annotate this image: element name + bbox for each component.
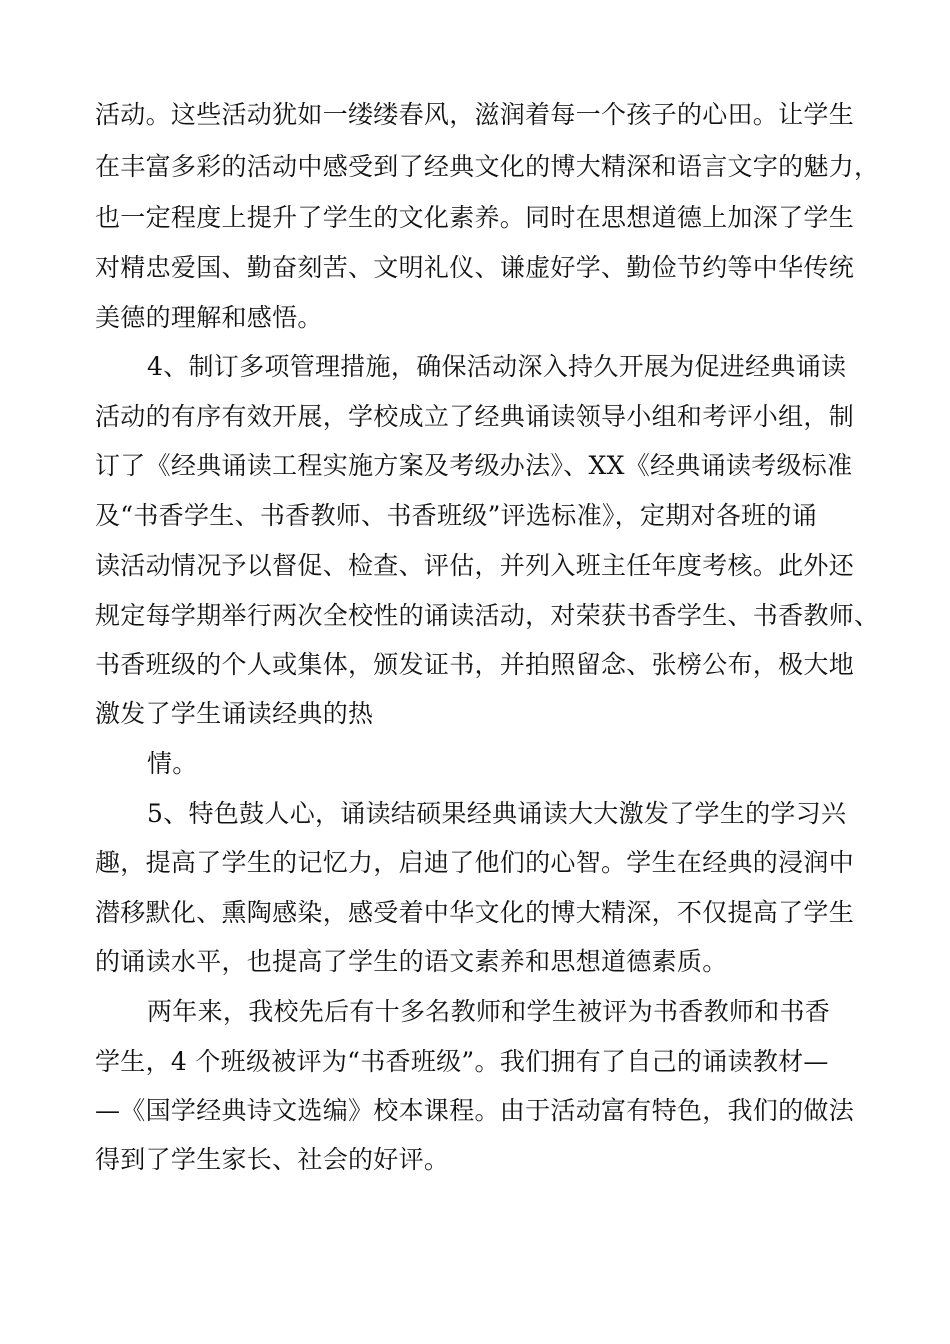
text-line: 活动。这些活动犹如一缕缕春风，滋润着每一个孩子的心田。让学生 <box>95 100 855 129</box>
text-line: 趣，提高了学生的记忆力，启迪了他们的心智。学生在经典的浸润中 <box>95 848 855 877</box>
text-line: 规定每学期举行两次全校性的诵读活动，对荣获书香学生、书香教师、 <box>95 601 880 630</box>
text-line: 订了《经典诵读工程实施方案及考级办法》、XX《经典诵读考级标准 <box>95 451 853 480</box>
text-line: 读活动情况予以督促、检查、评估，并列入班主任年度考核。此外还 <box>95 551 855 580</box>
text-line: 情。 <box>147 749 198 778</box>
text-line: 书香班级的个人或集体，颁发证书，并拍照留念、张榜公布，极大地 <box>95 650 855 679</box>
text-line: 及“书香学生、书香教师、书香班级”评选标准》，定期对各班的诵 <box>95 501 818 530</box>
text-line: 激发了学生诵读经典的热 <box>95 699 374 728</box>
text-line: 的诵读水平，也提高了学生的语文素养和思想道德素质。 <box>95 947 728 976</box>
text-line: 潜移默化、熏陶感染，感受着中华文化的博大精深，不仅提高了学生 <box>95 898 855 927</box>
text-line: 学生，4 个班级被评为“书香班级”。我们拥有了自己的诵读教材— <box>95 1047 829 1076</box>
text-line: 得到了学生家长、社会的好评。 <box>95 1145 450 1174</box>
text-line: 活动的有序有效开展，学校成立了经典诵读领导小组和考评小组，制 <box>95 402 855 431</box>
text-line: 在丰富多彩的活动中感受到了经典文化的博大精深和语言文字的魅力， <box>95 152 880 181</box>
paragraph-start-line: 4、制订多项管理措施，确保活动深入持久开展为促进经典诵读 <box>147 352 847 381</box>
text-line: —《国学经典诗文选编》校本课程。由于活动富有特色，我们的做法 <box>95 1096 855 1125</box>
paragraph-start-line: 5、特色鼓人心，诵读结硕果经典诵读大大激发了学生的学习兴 <box>147 799 847 828</box>
text-line: 也一定程度上提升了学生的文化素养。同时在思想道德上加深了学生 <box>95 203 855 232</box>
text-line: 对精忠爱国、勤奋刻苦、文明礼仪、谦虚好学、勤俭节约等中华传统 <box>95 253 855 282</box>
text-line: 美德的理解和感悟。 <box>95 303 323 332</box>
paragraph-start-line: 两年来，我校先后有十多名教师和学生被评为书香教师和书香 <box>147 997 831 1026</box>
